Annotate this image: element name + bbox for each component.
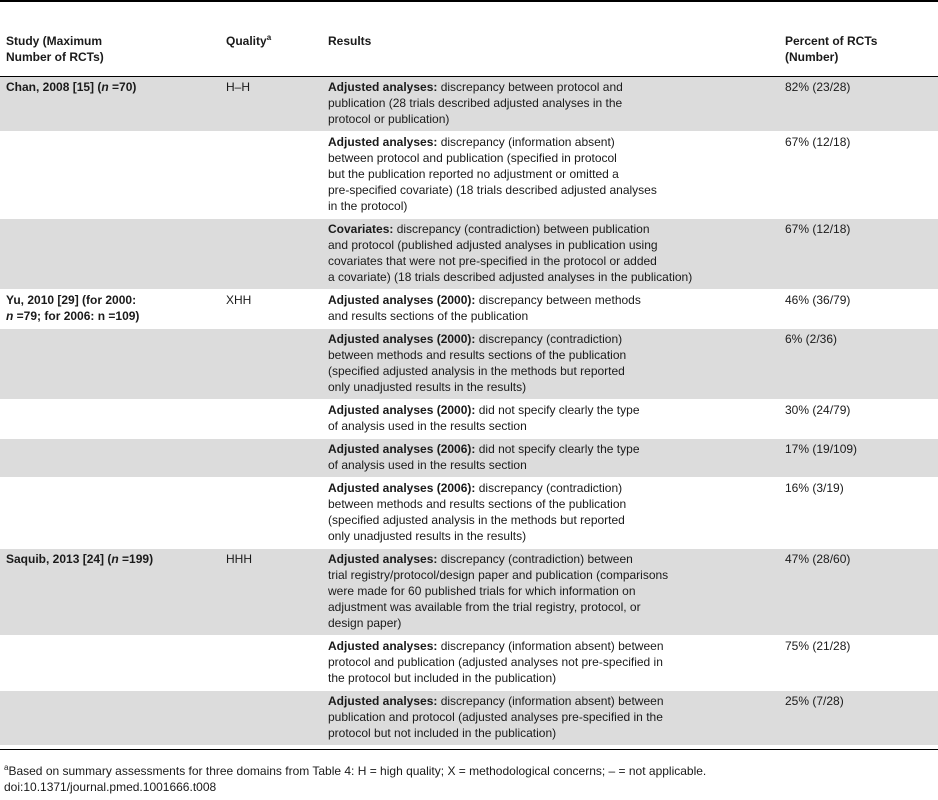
result-cell <box>328 635 785 690</box>
table-row <box>0 131 938 218</box>
percent-cell: 25% (7/28) <box>785 690 938 745</box>
result-text: discrepancy (contradiction) between trial registry/protocol/design paper and publication (comparisons were made for 60 published trials for which information on adjustment was available from the trial registry, protocol, or design paper) <box>328 552 669 630</box>
result-text: discrepancy (information absent) between protocol and publication (adjusted analyses not pre-specified in the protocol but included in the publication) <box>328 639 664 685</box>
result-cell <box>328 328 785 399</box>
study-cell <box>0 690 226 745</box>
result-cell <box>328 438 785 477</box>
footnote-text: Based on summary assessments for three domains from Table 4: H = high quality; X = methodological concerns; – = not applicable. <box>8 764 707 778</box>
header-study: Study (Maximum Number of RCTs) <box>0 33 226 77</box>
percent-cell: 67% (12/18) <box>785 218 938 289</box>
percent-cell: 47% (28/60) <box>785 548 938 635</box>
result-heading: Adjusted analyses: <box>328 639 438 653</box>
study-n-symbol: n <box>101 80 109 94</box>
table-row <box>0 635 938 690</box>
table-row <box>0 289 938 328</box>
header-quality-label: Quality <box>226 34 267 48</box>
result-cell <box>328 131 785 218</box>
table-row <box>0 690 938 745</box>
result-cell <box>328 77 785 131</box>
result-text: did not specify clearly the type of analysis used in the results section <box>328 442 640 472</box>
top-rule <box>0 0 938 2</box>
percent-cell: 75% (21/28) <box>785 635 938 690</box>
header-results: Results <box>328 33 785 77</box>
study-cell <box>0 438 226 477</box>
study-cell <box>0 131 226 218</box>
quality-cell <box>226 218 328 289</box>
table-body <box>0 77 938 745</box>
table-row <box>0 399 938 438</box>
result-heading: Adjusted analyses (2000): <box>328 403 476 417</box>
study-text: =199) <box>118 552 154 566</box>
result-heading: Adjusted analyses (2000): <box>328 293 476 307</box>
table-row <box>0 328 938 399</box>
doi-line: doi:10.1371/journal.pmed.1001666.t008 <box>4 780 217 794</box>
result-cell <box>328 690 785 745</box>
result-heading: Adjusted analyses: <box>328 80 438 94</box>
result-text: discrepancy (contradiction) between publication and protocol (published adjusted analyses in publication using covariates that were not pre-specified in the protocol or added a covariate) (18 trials described adjusted analyses in the publication) <box>328 222 693 284</box>
study-text: =79; for 2006: n =109) <box>13 309 140 323</box>
quality-cell <box>226 477 328 548</box>
header-quality-footnote-marker: a <box>266 33 272 42</box>
result-cell <box>328 289 785 328</box>
percent-cell: 6% (2/36) <box>785 328 938 399</box>
result-heading: Adjusted analyses: <box>328 135 438 149</box>
result-heading: Adjusted analyses: <box>328 552 438 566</box>
bottom-rule <box>0 749 938 750</box>
quality-cell <box>226 438 328 477</box>
footnote-marker: a <box>4 763 9 772</box>
result-text: did not specify clearly the type of analysis used in the results section <box>328 403 640 433</box>
result-text: discrepancy between methods and results sections of the publication <box>328 293 641 323</box>
study-cell <box>0 635 226 690</box>
study-cell <box>0 289 226 328</box>
percent-cell: 82% (23/28) <box>785 77 938 131</box>
footnote <box>4 763 706 779</box>
percent-cell: 30% (24/79) <box>785 399 938 438</box>
study-text: =70) <box>108 80 137 94</box>
study-n-symbol: n <box>111 552 119 566</box>
results-table <box>0 33 938 745</box>
percent-cell: 67% (12/18) <box>785 131 938 218</box>
percent-cell: 17% (19/109) <box>785 438 938 477</box>
header-row <box>0 33 938 77</box>
study-cell <box>0 548 226 635</box>
result-text: discrepancy (contradiction) between methods and results sections of the publication (specified adjusted analysis in the methods but reported only unadjusted results in the results) <box>328 481 627 543</box>
quality-cell: H–H <box>226 77 328 131</box>
result-text: discrepancy (information absent) between publication and protocol (adjusted analyses pre-specified in the protocol but not included in the publication) <box>328 694 664 740</box>
result-heading: Adjusted analyses: <box>328 694 438 708</box>
result-text: discrepancy between protocol and publication (28 trials described adjusted analyses in the protocol or publication) <box>328 80 623 126</box>
quality-cell <box>226 635 328 690</box>
table-row <box>0 77 938 131</box>
study-n-symbol: n <box>6 309 14 323</box>
quality-cell: HHH <box>226 548 328 635</box>
result-heading: Adjusted analyses (2006): <box>328 442 476 456</box>
quality-cell: XHH <box>226 289 328 328</box>
study-cell <box>0 477 226 548</box>
quality-cell <box>226 131 328 218</box>
study-cell <box>0 399 226 438</box>
result-cell <box>328 399 785 438</box>
table-row <box>0 477 938 548</box>
quality-cell <box>226 328 328 399</box>
header-quality <box>226 33 328 77</box>
quality-cell <box>226 399 328 438</box>
study-text: Saquib, 2013 [24] ( <box>6 552 112 566</box>
table-row <box>0 218 938 289</box>
result-text: discrepancy (contradiction) between methods and results sections of the publication (specified adjusted analysis in the methods but reported only unadjusted results in the results) <box>328 332 627 394</box>
study-text: Yu, 2010 [29] (for 2000: <box>6 293 137 307</box>
result-text: discrepancy (information absent) between protocol and publication (specified in protocol but the publication reported no adjustment or omitted a pre-specified covariate) (18 trials described adjusted analyses in the protocol) <box>328 135 657 213</box>
result-heading: Covariates: <box>328 222 394 236</box>
result-cell <box>328 477 785 548</box>
table-row <box>0 548 938 635</box>
result-cell <box>328 218 785 289</box>
quality-cell <box>226 690 328 745</box>
percent-cell: 16% (3/19) <box>785 477 938 548</box>
table-row <box>0 438 938 477</box>
study-cell <box>0 77 226 131</box>
study-cell <box>0 328 226 399</box>
result-cell <box>328 548 785 635</box>
study-cell <box>0 218 226 289</box>
result-heading: Adjusted analyses (2000): <box>328 332 476 346</box>
header-percent: Percent of RCTs (Number) <box>785 33 938 77</box>
study-text: Chan, 2008 [15] ( <box>6 80 102 94</box>
percent-cell: 46% (36/79) <box>785 289 938 328</box>
result-heading: Adjusted analyses (2006): <box>328 481 476 495</box>
